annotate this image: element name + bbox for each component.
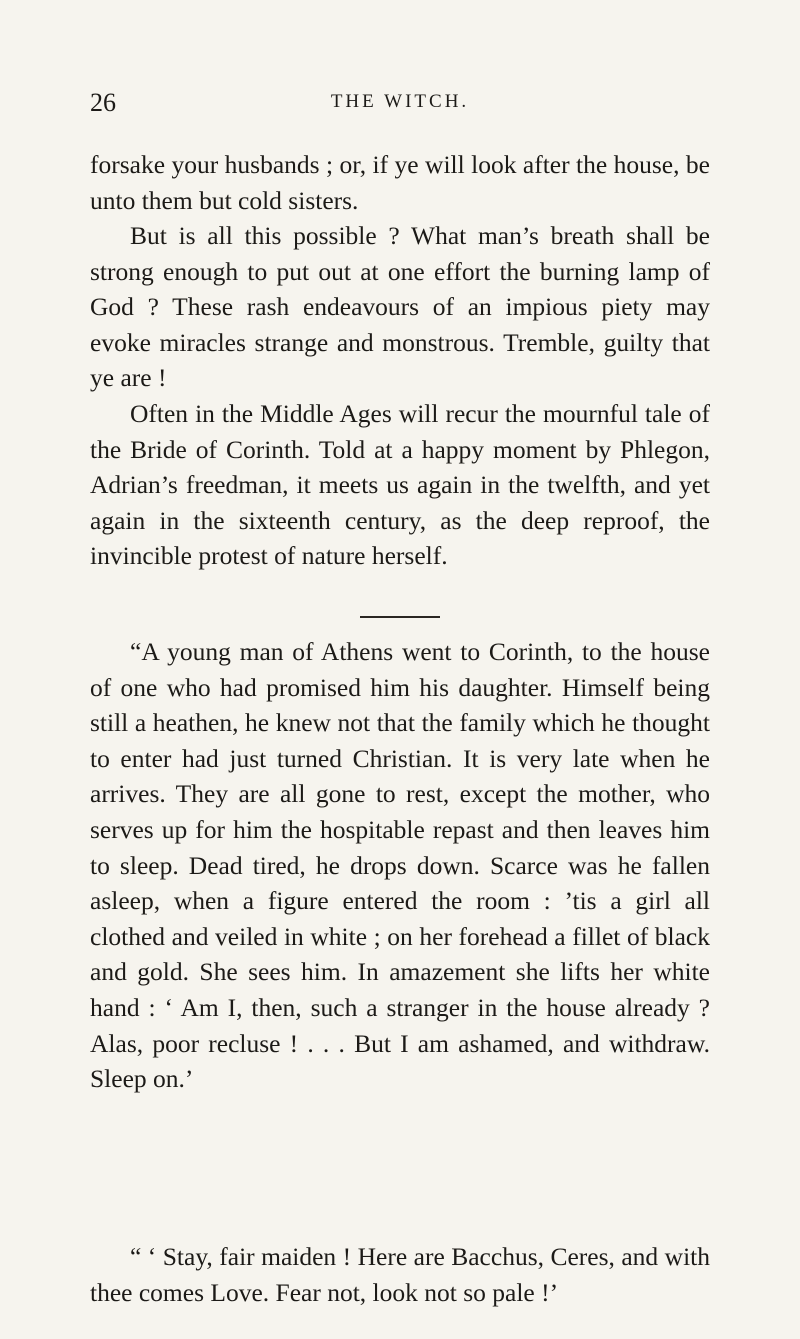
running-title: THE WITCH. xyxy=(330,91,470,112)
paragraph-continuation: forsake your husbands ; or, if ye will look after the house, be unto them but cold sisters. xyxy=(90,150,710,215)
paragraph-middle-ages: Often in the Middle Ages will recur the mournful tale of the Bride of Corinth. Told at a happy moment by Phlegon, Adrian’s freedman, it meets us again in the twelfth, and yet again in the sixteenth century, as the deep reproof, the invincible protest of nature herself. xyxy=(90,399,710,571)
page-header xyxy=(90,88,710,128)
paragraph-possible: But is all this possible ? What man’s breath shall be strong enough to put out at one effort the burning lamp of God ? These rash endeavours of an impious piety may evoke miracles strange and monstrous. Tremble, guilty that ye are ! xyxy=(90,221,710,393)
section-divider xyxy=(360,616,440,618)
page-number: 26 xyxy=(90,88,116,117)
paragraph-stay-fair-maiden: “ ‘ Stay, fair maiden ! Here are Bacchus, Ceres, and with thee comes Love. Fear not, look not so pale !’ xyxy=(90,1242,710,1307)
paragraph-bride-of-corinth: “A young man of Athens went to Corinth, to the house of one who had promised him his daughter. Himself being still a heathen, he knew not that the family which he thought to enter had just turned Christian. It is very late when he arrives. They are all gone to rest, except the mother, who serves up for him the hospitable repast and then leaves him to sleep. Dead tired, he drops down. Scarce was he fallen asleep, when a figure entered the room : ’tis a girl all clothed and veiled in white ; on her forehead a fillet of black and gold. She sees him. In amazement she lifts her white hand : ‘ Am I, then, such a stranger in the house already ? Alas, poor recluse ! . . . But I am ashamed, and withdraw. Sleep on.’ xyxy=(90,637,710,1094)
